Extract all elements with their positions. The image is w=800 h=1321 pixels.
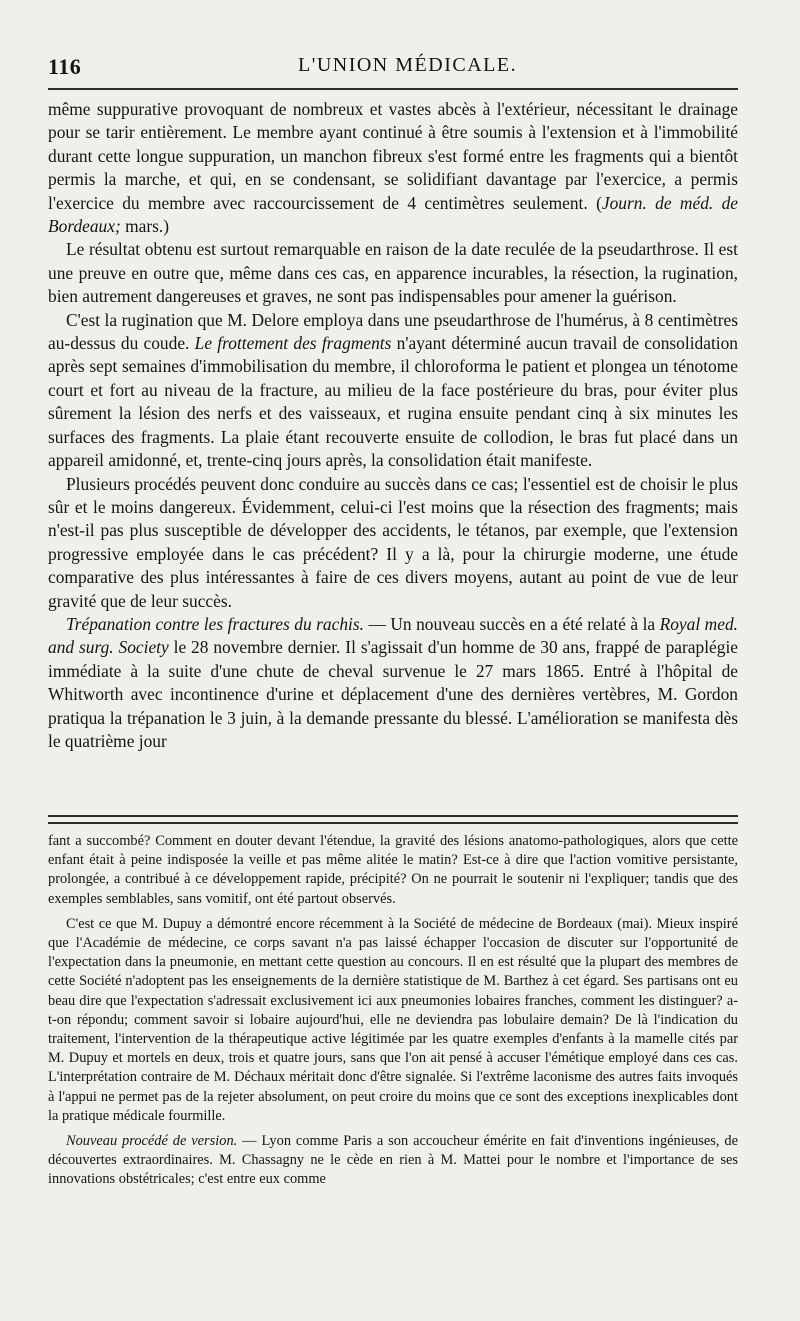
paragraph-text: même suppurative provoquant de nombreux et vastes abcès à l'extérieur, nécessitant le drainage pour se tarir entièrement. Le membre ayant continué à être soumis à l'extension et à l'immobilité durant cette longue suppuration, un manchon fibreux s'est formé entre les fragments qui a bientôt permis la marche, et qui, en se condensant, se solidifiant davantage par l'exercice, a permis l'exercice du membre avec raccourcissement de 4 centimètres seulement. ( [48, 99, 738, 213]
header-rule [48, 88, 738, 90]
paragraph-text: C'est la rugination que M. Delore employa dans une pseudarthrose de l'humérus, à 8 centimètres au-dessus du coude. [48, 309, 738, 354]
paragraph-text: mars.) [120, 216, 170, 237]
paragraph-procedures: Plusieurs procédés peuvent donc conduire au succès dans ce cas; l'essentiel est de choisir le plus sûr et le moins dangereux. Évidemment, celui-ci l'est moins que la résection des fragments; mais n'est-il pas plus susceptible de développer des accidents, le tétanos, par exemple, que l'extension progressive employée dans le cas précédent? Il y a là, pour la chirurgie moderne, une étude comparative des plus intéressantes à faire de ces divers moyens, autant au point de vue de leur gravité que de leur succès. [48, 473, 738, 611]
note-paragraph-version [48, 1132, 738, 1190]
running-title: L'UNION MÉDICALE. [298, 54, 518, 76]
paragraph-rugination [48, 309, 738, 473]
note-paragraph-succombe: fant a succombé? Comment en douter devant l'étendue, la gravité des lésions anatomo-pathologiques, alors que cette enfant était à peine indisposée la veille et pas même alitée le matin? Est-ce à dire que l'action vomitive persistante, prolongée, a contribué à ce développement rapide, précipité? On ne pourrait le soutenir ni l'expliquer; tandis que des exemples semblables, sans vomitif, ont été partout observés. [48, 833, 738, 907]
section-title: Trépanation contre les fractures du rachis. [66, 613, 364, 634]
paragraph-pseudarthrosis-case [48, 98, 738, 238]
paragraph-text: n'ayant déterminé aucun travail de consolidation après sept semaines d'immobilisation du membre, il chloroforma le patient et plongea un ténotome court et fort au niveau de la fracture, au milieu de la face postérieure du bras, pour éviter plus sûrement la lésion des nerfs et des vaisseaux, et rugina ensuite pendant cinq à six minutes les surfaces des fragments. La plaie étant recouverte ensuite de collodion, le bras fut placé dans un appareil amidonné, et, trente-cinq jours après, la consolidation était manifeste. [48, 333, 738, 471]
note-section-title: Nouveau procédé de version. [66, 1133, 238, 1150]
footnote-separator [48, 815, 738, 824]
page-header [48, 46, 738, 90]
paragraph-text: — Un nouveau succès en a été relaté à la [363, 613, 660, 634]
paragraph-trepanation [48, 613, 738, 753]
italic-phrase: Le frottement des fragments [194, 333, 392, 354]
footnote-text [48, 832, 738, 1190]
main-text [48, 98, 738, 753]
paragraph-text: le 28 novembre dernier. Il s'agissait d'un homme de 30 ans, frappé de paraplégie immédiate à la suite d'une chute de cheval survenue le 27 mars 1865. Entré à l'hôpital de Whitworth avec incontinence d'urine et déplacement d'une des dernières vertèbres, M. Gordon pratiqua la trépanation le 3 juin, à la demande pressante du blessé. L'amélioration se manifesta dès le quatrième jour [48, 637, 738, 751]
paragraph-result: Le résultat obtenu est surtout remarquable en raison de la date reculée de la pseudarthrose. Il est une preuve en outre que, même dans ces cas, en apparence incurables, la résection, la rugination, bien autrement dangereuses et graves, ne sont pas indispensables pour amener la guérison. [48, 239, 738, 307]
page-number: 116 [48, 54, 82, 79]
journal-name: Royal med. and surg. Society [48, 613, 738, 658]
note-text: — Lyon comme Paris a son accoucheur émérite en fait d'inventions ingénieuses, de découvertes extraordinaires. M. Chassagny ne le cède en rien à M. Mattei pour le nombre et l'importance de ses innovations obstétricales; c'est entre eux comme [48, 1133, 738, 1188]
note-paragraph-dupuy: C'est ce que M. Dupuy a démontré encore récemment à la Société de médecine de Bordeaux (mai). Mieux inspiré que l'Académie de médecine, ce corps savant n'a pas laissé échapper l'occasion de discuter sur l'opportunité de l'expectation dans la pneumonie, en mettant cette question au concours. Il en est résulté que la plupart des membres de cette Société n'adoptent pas les enseignements de la dernière statistique de M. Barthez à cet égard. Ses partisans ont eu beau dire que l'expectation s'adressait exclusivement ici aux pneumonies lobaires franches, comment les distinguer? a-t-on répondu; comment savoir si lobaire aujourd'hui, elle ne deviendra pas lobulaire demain? De là l'indication du traitement, l'intervention de la thérapeutique active légitimée par les quatre exemples d'enfants à la mamelle cités par M. Dupuy et mortels en deux, trois et quatre jours, sans que l'on ait pensé à accuser l'émétique employé dans ces cas. L'interprétation contraire de M. Déchaux méritait donc d'être signalée. Si l'extrême laconisme des autres faits invoqués à l'appui ne permet pas de la rejeter absolument, on peut croire du moins que ce sont des exceptions inexplicables dont la pratique médicale fourmille. [48, 915, 738, 1124]
journal-citation: Journ. de méd. de Bordeaux; [48, 192, 738, 237]
